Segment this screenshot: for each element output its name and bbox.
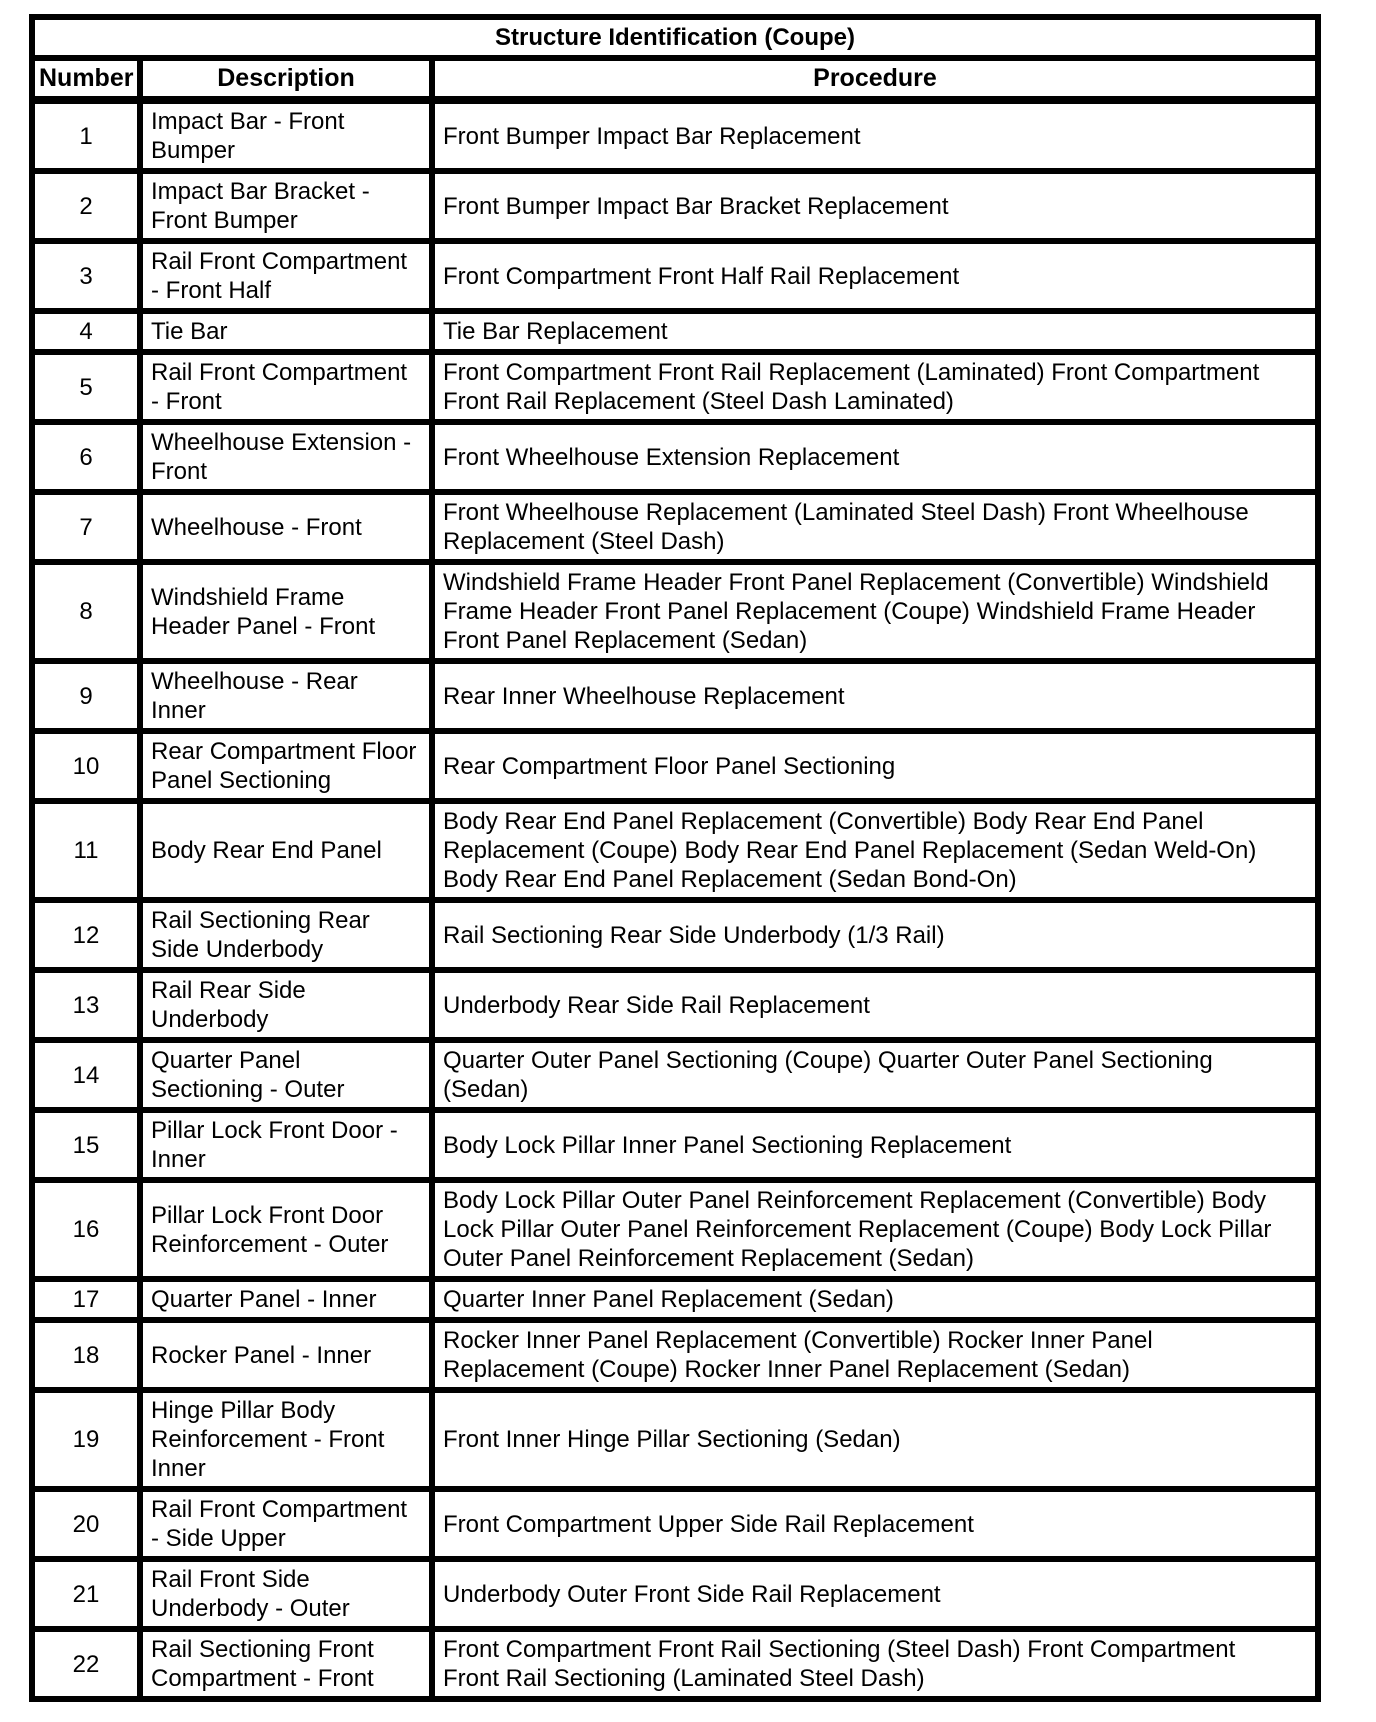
table-row <box>32 562 1318 661</box>
table-row <box>32 1279 1318 1320</box>
table-row <box>32 1390 1318 1489</box>
row-procedure-cell: Front Compartment Front Half Rail Replacement <box>432 241 1318 311</box>
row-number-cell: 2 <box>32 171 140 241</box>
row-number-cell: 3 <box>32 241 140 311</box>
title-row <box>32 17 1318 58</box>
row-procedure-cell: Quarter Inner Panel Replacement (Sedan) <box>432 1279 1318 1320</box>
row-number-cell: 16 <box>32 1180 140 1279</box>
row-procedure-cell: Body Rear End Panel Replacement (Convertible) Body Rear End Panel Replacement (Coupe) Body Rear End Panel Replacement (Sedan Weld-On) Body Rear End Panel Replacement (Sedan Bond-On) <box>432 801 1318 900</box>
column-header-row <box>32 58 1318 100</box>
table-title: Structure Identification (Coupe) <box>32 17 1318 58</box>
row-procedure-cell: Front Bumper Impact Bar Replacement <box>432 100 1318 171</box>
row-procedure-cell: Tie Bar Replacement <box>432 311 1318 352</box>
table-row <box>32 1180 1318 1279</box>
row-description-cell: Windshield Frame Header Panel - Front <box>140 562 432 661</box>
row-procedure-cell: Body Lock Pillar Inner Panel Sectioning Replacement <box>432 1110 1318 1180</box>
column-header-procedure: Procedure <box>432 58 1318 100</box>
table-row <box>32 731 1318 801</box>
table-row <box>32 801 1318 900</box>
row-description-cell: Rail Front Compartment - Side Upper <box>140 1489 432 1559</box>
row-procedure-cell: Rail Sectioning Rear Side Underbody (1/3 Rail) <box>432 900 1318 970</box>
row-number-cell: 22 <box>32 1629 140 1699</box>
row-procedure-cell: Underbody Outer Front Side Rail Replacement <box>432 1559 1318 1629</box>
row-number-cell: 21 <box>32 1559 140 1629</box>
row-procedure-cell: Quarter Outer Panel Sectioning (Coupe) Quarter Outer Panel Sectioning (Sedan) <box>432 1040 1318 1110</box>
row-number-cell: 10 <box>32 731 140 801</box>
row-procedure-cell: Rear Compartment Floor Panel Sectioning <box>432 731 1318 801</box>
row-number-cell: 19 <box>32 1390 140 1489</box>
column-header-description: Description <box>140 58 432 100</box>
row-procedure-cell: Underbody Rear Side Rail Replacement <box>432 970 1318 1040</box>
row-description-cell: Pillar Lock Front Door - Inner <box>140 1110 432 1180</box>
row-description-cell: Rear Compartment Floor Panel Sectioning <box>140 731 432 801</box>
row-number-cell: 14 <box>32 1040 140 1110</box>
row-description-cell: Rocker Panel - Inner <box>140 1320 432 1390</box>
structure-identification-table <box>29 14 1321 1702</box>
row-number-cell: 13 <box>32 970 140 1040</box>
row-description-cell: Impact Bar Bracket - Front Bumper <box>140 171 432 241</box>
table-row <box>32 1629 1318 1699</box>
row-description-cell: Wheelhouse Extension - Front <box>140 422 432 492</box>
row-procedure-cell: Rocker Inner Panel Replacement (Convertible) Rocker Inner Panel Replacement (Coupe) Rocker Inner Panel Replacement (Sedan) <box>432 1320 1318 1390</box>
row-procedure-cell: Front Compartment Upper Side Rail Replacement <box>432 1489 1318 1559</box>
row-number-cell: 4 <box>32 311 140 352</box>
row-description-cell: Pillar Lock Front Door Reinforcement - Outer <box>140 1180 432 1279</box>
row-number-cell: 6 <box>32 422 140 492</box>
row-description-cell: Rail Front Compartment - Front <box>140 352 432 422</box>
row-description-cell: Tie Bar <box>140 311 432 352</box>
row-procedure-cell: Front Wheelhouse Extension Replacement <box>432 422 1318 492</box>
row-number-cell: 9 <box>32 661 140 731</box>
row-procedure-cell: Front Compartment Front Rail Replacement (Laminated) Front Compartment Front Rail Replacement (Steel Dash Laminated) <box>432 352 1318 422</box>
row-number-cell: 15 <box>32 1110 140 1180</box>
table-row <box>32 100 1318 171</box>
row-procedure-cell: Front Inner Hinge Pillar Sectioning (Sedan) <box>432 1390 1318 1489</box>
row-procedure-cell: Rear Inner Wheelhouse Replacement <box>432 661 1318 731</box>
table-row <box>32 1040 1318 1110</box>
row-number-cell: 11 <box>32 801 140 900</box>
table-row <box>32 1559 1318 1629</box>
table-row <box>32 1110 1318 1180</box>
row-description-cell: Quarter Panel Sectioning - Outer <box>140 1040 432 1110</box>
row-description-cell: Rail Front Compartment - Front Half <box>140 241 432 311</box>
table-body <box>32 100 1318 1699</box>
table-row <box>32 422 1318 492</box>
table-row <box>32 492 1318 562</box>
row-description-cell: Body Rear End Panel <box>140 801 432 900</box>
row-procedure-cell: Front Wheelhouse Replacement (Laminated Steel Dash) Front Wheelhouse Replacement (Steel Dash) <box>432 492 1318 562</box>
row-description-cell: Wheelhouse - Front <box>140 492 432 562</box>
row-number-cell: 7 <box>32 492 140 562</box>
table-row <box>32 970 1318 1040</box>
row-procedure-cell: Front Compartment Front Rail Sectioning (Steel Dash) Front Compartment Front Rail Sectioning (Laminated Steel Dash) <box>432 1629 1318 1699</box>
table-row <box>32 1489 1318 1559</box>
row-description-cell: Rail Rear Side Underbody <box>140 970 432 1040</box>
row-description-cell: Quarter Panel - Inner <box>140 1279 432 1320</box>
table-row <box>32 241 1318 311</box>
row-description-cell: Rail Sectioning Front Compartment - Front <box>140 1629 432 1699</box>
table-row <box>32 661 1318 731</box>
row-number-cell: 12 <box>32 900 140 970</box>
row-description-cell: Rail Sectioning Rear Side Underbody <box>140 900 432 970</box>
row-description-cell: Hinge Pillar Body Reinforcement - Front Inner <box>140 1390 432 1489</box>
row-procedure-cell: Body Lock Pillar Outer Panel Reinforcement Replacement (Convertible) Body Lock Pillar Outer Panel Reinforcement Replacement (Coupe) Body Lock Pillar Outer Panel Reinforcement Replacement (Sedan) <box>432 1180 1318 1279</box>
row-number-cell: 1 <box>32 100 140 171</box>
row-procedure-cell: Windshield Frame Header Front Panel Replacement (Convertible) Windshield Frame Header Front Panel Replacement (Coupe) Windshield Frame Header Front Panel Replacement (Sedan) <box>432 562 1318 661</box>
row-procedure-cell: Front Bumper Impact Bar Bracket Replacement <box>432 171 1318 241</box>
row-description-cell: Rail Front Side Underbody - Outer <box>140 1559 432 1629</box>
table-row <box>32 1320 1318 1390</box>
table-row <box>32 311 1318 352</box>
column-header-number: Number <box>32 58 140 100</box>
row-number-cell: 20 <box>32 1489 140 1559</box>
row-description-cell: Wheelhouse - Rear Inner <box>140 661 432 731</box>
row-description-cell: Impact Bar - Front Bumper <box>140 100 432 171</box>
row-number-cell: 5 <box>32 352 140 422</box>
row-number-cell: 18 <box>32 1320 140 1390</box>
table-row <box>32 900 1318 970</box>
table-row <box>32 352 1318 422</box>
row-number-cell: 8 <box>32 562 140 661</box>
table-row <box>32 171 1318 241</box>
row-number-cell: 17 <box>32 1279 140 1320</box>
